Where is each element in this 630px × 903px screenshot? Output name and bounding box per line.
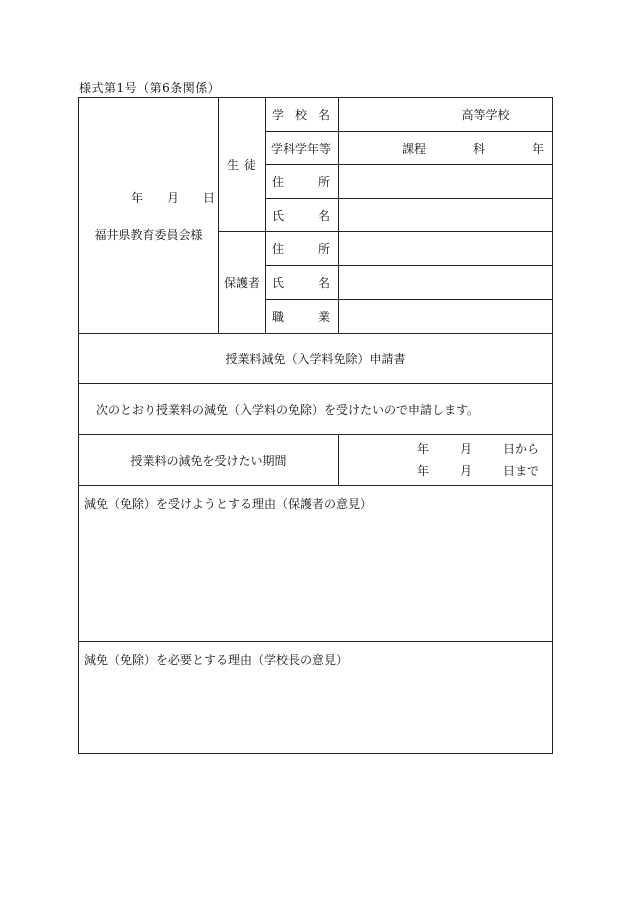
period-from: 年 月 日から: [417, 442, 539, 456]
subject-suffix: 科: [472, 141, 485, 156]
addressee: 福井県教育委員会様: [94, 227, 203, 242]
period-label-cell: [79, 435, 339, 486]
period-to: 年 月 日まで: [417, 464, 539, 478]
statement-cell: [79, 384, 553, 435]
student-address-label: 住 所: [266, 165, 339, 199]
form-title: 授業料減免（入学料免除）申請書: [225, 352, 406, 366]
guardian-name-field[interactable]: [339, 266, 553, 300]
form-number: 様式第1号（第6条関係）: [79, 81, 221, 95]
date-year: 年: [131, 190, 144, 205]
header-cell: [79, 98, 219, 334]
guardian-address-label: 住 所: [266, 232, 339, 266]
guardian-section-label: 保護者: [219, 232, 266, 334]
student-name-field[interactable]: [339, 199, 553, 232]
guardian-address-field[interactable]: [339, 232, 553, 266]
period-field[interactable]: [339, 435, 553, 486]
grade-suffix: 年: [531, 141, 544, 156]
student-address-field[interactable]: [339, 165, 553, 199]
school-name-field[interactable]: [339, 98, 553, 132]
principal-reason-field[interactable]: [79, 642, 553, 754]
student-name-label: 氏 名: [266, 199, 339, 232]
period-label: 授業料の減免を受けたい期間: [130, 453, 287, 468]
guardian-name-label: 氏 名: [266, 266, 339, 300]
guardian-reason-heading: 減免（免除）を受けようとする理由（保護者の意見）: [84, 497, 373, 511]
application-form-table: [78, 97, 553, 754]
guardian-occupation-label: 職 業: [266, 300, 339, 334]
statement: 次のとおり授業料の減免（入学料の免除）を受けたいので申請します。: [96, 402, 480, 417]
course-suffix: 課程: [402, 141, 427, 156]
form-title-cell: [79, 334, 553, 384]
school-suffix: 高等学校: [461, 108, 510, 122]
date-line: [131, 189, 215, 206]
course-field[interactable]: [339, 132, 553, 165]
date-month: 月: [166, 190, 179, 205]
principal-reason-heading: 減免（免除）を必要とする理由（学校長の意見）: [84, 653, 349, 667]
student-section-label: 生 徒: [219, 98, 266, 232]
date-day: 日: [202, 190, 215, 205]
guardian-reason-field[interactable]: [79, 486, 553, 642]
course-label: 学科学年等: [266, 132, 339, 165]
school-name-label: 学 校 名: [266, 98, 339, 132]
guardian-occupation-field[interactable]: [339, 300, 553, 334]
